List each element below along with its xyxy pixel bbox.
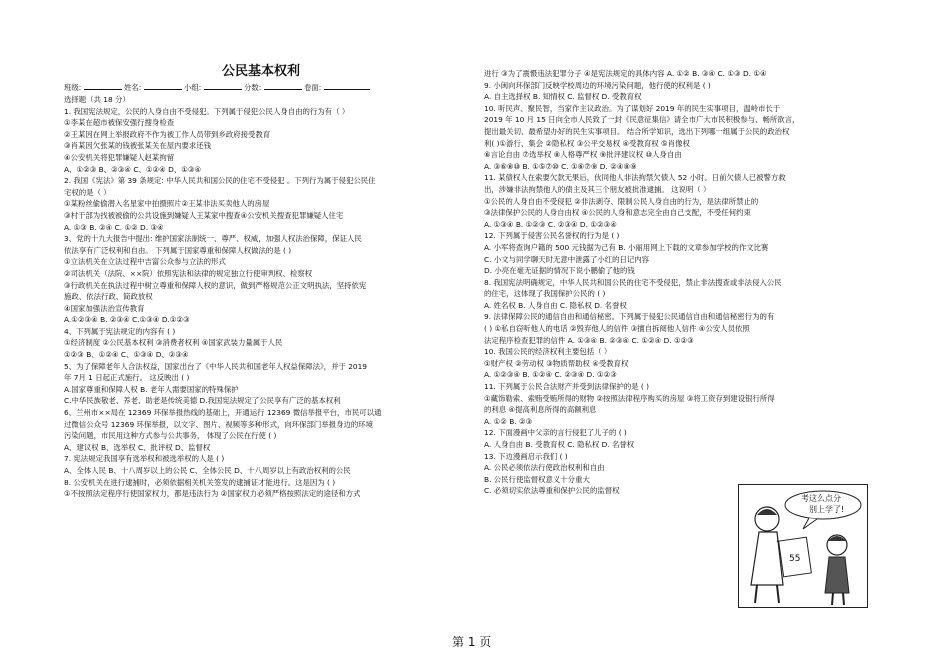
right-text-line: 提出最关切、最希望办好的民生实事项目。 结合所学知识，选出下列哪一组属于公民的政治权 <box>484 126 790 136</box>
right-text-line: ①财产权 ②劳动权 ③物质帮助权 ④受教育权 <box>484 358 629 368</box>
left-text-line: C.中华民族敬老、养老、助老是传统美德 D.我国宪法规定了公民享有广泛的基本权利 <box>64 396 341 406</box>
right-text-line: 的住宅，这体现了我国保护公民的 ( ) <box>484 289 606 299</box>
name-blank <box>144 81 182 90</box>
right-text-line: 13. 下边漫画启示我们 ( ) <box>484 451 568 461</box>
class-blank <box>84 81 122 90</box>
left-text-line: ④国家加强法治宣传教育 <box>64 303 145 313</box>
right-text-line: A. 小军将查询户籍的 500 元钱据为己有 B. 小丽用网上下载的文章参加学校的作文比赛 <box>484 242 769 252</box>
left-text-line: ③肖某因欠张某的钱被张某关在屋内要求还钱 <box>64 141 212 151</box>
left-text-line: 宅权的是（ ） <box>64 187 111 197</box>
left-text-line: A、全体人民 B、十八周岁以上的公民 C、全体公民 D、十八周岁以上有政治权利的公民 <box>64 466 351 475</box>
left-text-line: A、①②③ B、②③④ C、①②④ D、①③④ <box>64 164 202 174</box>
left-text-line: 1. 我国宪法规定，公民的人身自由不受侵犯。下列属于侵犯公民人身自由的行为有（ ） <box>64 106 350 116</box>
left-text-line: ③行政机关在执法过程中树立尊重和保障人权的意识，做到严格规范公正文明执法，坚持依宪 <box>64 280 367 290</box>
left-text-line: A、建议权 B、选举权 C、批评权 D、监督权 <box>64 442 211 452</box>
right-text-line: 10. 我国公民的经济权利主要包括（ ） <box>484 347 612 357</box>
right-text-line: ①公民的人身自由不受侵犯 ②非法剥夺、限制公民人身自由的行为，是法律所禁止的 <box>484 196 759 206</box>
left-text-line: 过微信公众号 12369 环保举报，以文字、图片、视频等多种形式，向环保部门举报身边的环境 <box>64 419 374 429</box>
left-text-line: A. ①③ B. ②④ C. ①② D. ③④ <box>64 222 164 232</box>
score-label: 分数: <box>244 83 262 92</box>
left-text-line: 4、下列属于宪法规定的内容有 ( ) <box>64 326 176 336</box>
header-fields <box>64 81 468 94</box>
left-text-line: ①经济制度 ②公民基本权利 ③消费者权利 ④国家武装力量属于人民 <box>64 338 283 348</box>
left-text-line: ①不按照法定程序行使国家权力，都是违法行为 ②国家权力必须严格按照法定的途径和方式 <box>64 489 361 499</box>
left-text-line: 6、兰州市××局在 12369 环保举报热线的基础上，开通运行 12369 微信举报平台，市民可以通 <box>64 408 382 418</box>
right-text-line: 10. 听民声、聚民智，当家作主议政治。为了谋划好 2019 年的民生实事项目，温岭市长于 <box>484 103 781 113</box>
left-text-line: ①立法机关在立法过程中吉富公众参与立法的形式 <box>64 257 226 267</box>
left-text-line: 施政、依法行政、简政放权 <box>64 292 153 302</box>
right-text-line: ( ) ①私自窃听他人的电话 ②毁弃他人的信件 ③擅自拆阅他人信件 ④公安人员依照 <box>484 324 750 334</box>
right-text-line: A. 公民必须依法行使政治权利和自由 <box>484 463 605 473</box>
cartoon-drawing <box>739 485 867 607</box>
right-text-line: A. 自主选择权 B. 知情权 C. 监督权 D. 受教育权 <box>484 92 642 102</box>
right-text-line: C. 必须切实依法尊重和保护公民的监督权 <box>484 486 620 496</box>
right-text-line: ⑥言论自由 ⑦选举权 ⑧人格尊严权 ⑨批评建议权 ⑩人身自由 <box>484 150 682 160</box>
right-text-line: 11. 某债权人在索要欠款无果后，伙同他人非法拘禁欠债人 52 小时。日前欠债人已被警方救 <box>484 173 786 183</box>
left-text-line: 3、党的十九大报告中提出: 维护国家法制统一、尊严、权威，加强人权法治保障，保证人民 <box>64 234 362 244</box>
left-text-line: ①某粉丝偷偷潜入名星家中拍摄照片②王某非法买卖他人的房屋 <box>64 199 270 209</box>
name-label: 姓名: <box>124 83 142 92</box>
right-text-line: A. ①② B. ②③ <box>484 416 533 426</box>
volume-label: 卷面: <box>304 83 322 92</box>
right-text-line: 法定程序检查犯罪的信件 A. ①③④ B. ②③④ C. ①②④ D. ①②③ <box>484 335 694 345</box>
left-text-line: A.①②③④ B. ②③④ C.①③④ D.①②③ <box>64 315 190 325</box>
left-text-line: 年 7月 1 日起正式施行。 这反映出 ( ) <box>64 373 190 383</box>
left-text-line: 7. 宪法规定我国享有选举权和被选举权的人是 ( ) <box>64 454 225 464</box>
cartoon-speech-line1: 考这么点分 <box>801 494 841 503</box>
left-text-line: 依法享有广泛权利和自由。 下列属于国家尊重和保障人权做法的是 ( ) <box>64 245 292 255</box>
right-text-line: A. ③⑥⑧⑩ B. ①⑤⑦⑩ C. ①⑥⑦⑨ D. ②④⑧⑨ <box>484 161 637 171</box>
left-text-line: ②司法机关（法院、××院）依照宪法和法律的规定独立行使审判权、检察权 <box>64 268 313 278</box>
left-text-line: 8. 公安机关在进行逮捕时，必须依据相关机关签发的逮捕证才能进行。这是因为 ( ) <box>64 477 336 487</box>
right-text-line: 11. 下列属于公民合法财产并受到法律保护的是 ( ) <box>484 382 649 392</box>
right-text-line: 12. 下面漫画中父亲的言行侵犯了儿子的 ( ) <box>484 428 627 438</box>
volume-blank <box>324 81 370 90</box>
right-text-line: A. 姓名权 B. 人身自由 C. 隐私权 D. 名誉权 <box>484 300 627 310</box>
left-text-line: 选择题（共 18 分） <box>64 95 130 104</box>
cartoon-paper-score: 55 <box>789 554 801 564</box>
left-question-list <box>64 94 468 500</box>
left-text-line: ①李某在超市被保安强行搜身检查 <box>64 118 175 128</box>
score-blank <box>264 81 302 90</box>
right-text-line: 的利息 ④提高利息所得的高额利息 <box>484 405 597 415</box>
group-label: 小组: <box>184 83 202 92</box>
right-text-line: A. ①②③④ B. ①②④ C. ②③④ D. ①②③ <box>484 370 617 380</box>
page-footer: 第 1 页 <box>452 635 492 649</box>
page-title: 公民基本权利 <box>222 64 301 79</box>
right-question-list <box>484 68 864 497</box>
right-text-line: 12. 下列属于侵害公民名誉权的行为是 ( ) <box>484 231 620 241</box>
right-text-line: ③法律保护公民的人身自由权 ④公民的人身和意志完全由自己支配，不受任何约束 <box>484 208 751 218</box>
right-text-line: A. ①③④ B. ①②③ C. ②③④ D. ①②③④ <box>484 219 617 229</box>
right-text-line: ①藏饰勒索、索贿受贿所得的财物 ②按照法律程序购买的房屋 ③将工资存到建设银行所得 <box>484 393 775 403</box>
left-text-line: ③村干部为找被被偷的公共设施到嫌疑人王某家中搜查④公安机关搜查犯罪嫌疑人住宅 <box>64 210 344 220</box>
left-text-line: ④公安机关将犯罪嫌疑人赵某拘留 <box>64 152 175 162</box>
right-text-line: 2019 年 10 月 15 日向全市人民致了一封《民意征集信》请全市广大市民积极参与、畅所欲言， <box>484 115 800 125</box>
right-text-line: B. 公民行使监督权意义十分重大 <box>484 474 590 484</box>
left-text-line: 5、为了保障老年人合法权益，国家出台了《中华人民共和国老年人权益保障法》，并于 2019 <box>64 361 368 371</box>
class-label: 班级: <box>64 83 82 92</box>
left-text-line: ①②③ B、①②④ C、①③④ D、②③④ <box>64 350 189 360</box>
right-text-line: C. 小文与同学聊天时无意中泄露了小红的日记内容 <box>484 254 650 264</box>
left-text-line: 2. 我国《宪法》第 39 条规定: 中华人民共和国公民的住宅不受侵犯 。下列行为属于侵犯公民住 <box>64 176 376 186</box>
group-blank <box>204 81 242 90</box>
left-text-line: 污染问题，市民用这种方式参与公共事务， 体现了公民在行使 ( ) <box>64 431 277 441</box>
left-text-line: A.国家尊重和保障人权 B. 老年人需要国家的特殊保护 <box>64 384 239 394</box>
right-text-line: D. 小亮在毫无证据的情况下说小鹏偷了他的钱 <box>484 266 635 276</box>
left-text-line: ②王某因在网上举报政府不作为被工作人员带到乡政府接受教育 <box>64 129 271 139</box>
cartoon-speech-line2: 别上学了! <box>809 505 845 514</box>
right-text-line: 8. 我国宪法明确规定，中华人民共和国公民的住宅不受侵犯，禁止非法搜查或非法侵入公民 <box>484 277 782 287</box>
right-text-line: 9. 小闽向环保部门反映学校周边的环境污染问题，他行使的权利是 ( ) <box>484 80 711 90</box>
right-text-line: 利( )①游行、集会 ②隐私权 ③公平交易权 ④受教育权 ⑤肖像权 <box>484 138 690 148</box>
right-text-line: 9. 法律保障公民的通信自由和通信秘密。下列属于侵犯公民通信自由和通信秘密行为的有 <box>484 312 775 322</box>
right-text-line: 出，涉嫌非法拘禁他人的债主及其三个朋友被批准逮捕。 这说明（ ） <box>484 184 711 194</box>
right-text-line: 进行 ③为了震慑违法犯罪分子 ④是宪法规定的具体内容 A. ①② B. ③④ C. ①③ D. ①④ <box>484 69 767 78</box>
cartoon-illustration <box>738 484 868 608</box>
right-text-line: A. 人身自由 B. 受教育权 C. 隐私权 D. 名誉权 <box>484 440 635 449</box>
